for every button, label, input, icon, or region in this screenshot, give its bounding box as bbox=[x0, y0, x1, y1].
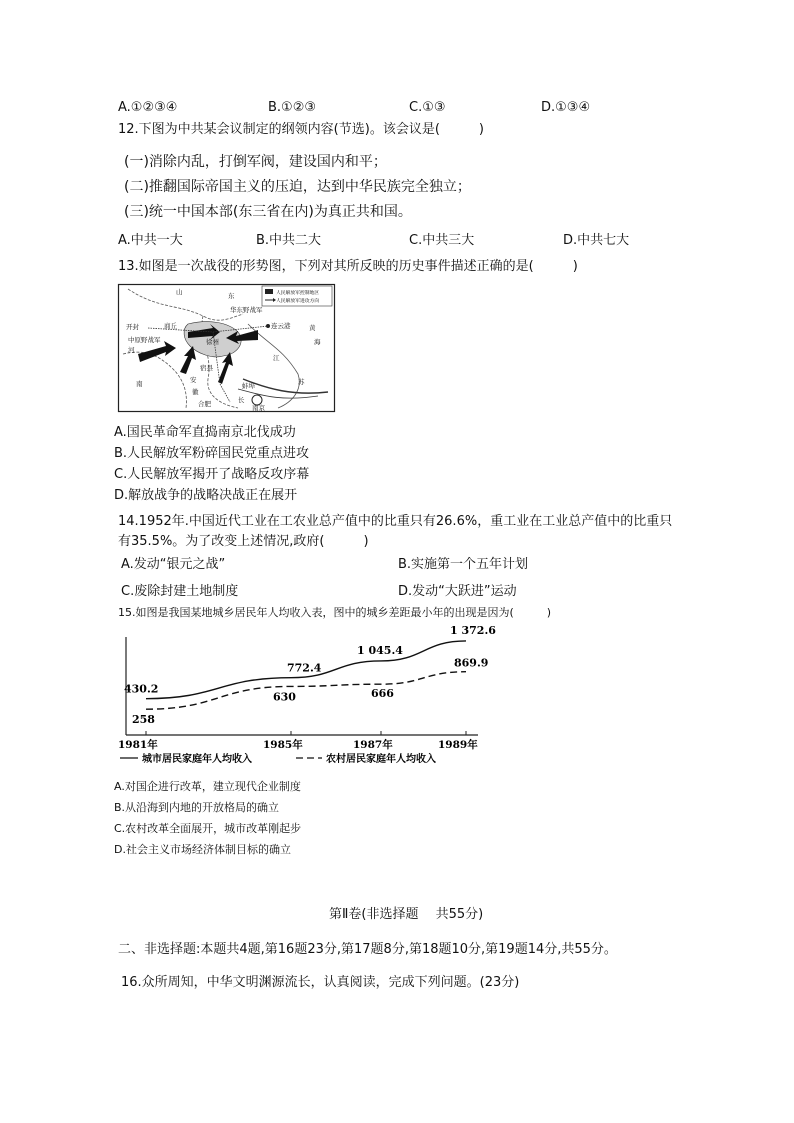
map-label-hai: 海 bbox=[314, 338, 321, 346]
q12-stem: 12.下图为中共某会议制定的纲领内容(节选)。该会议是( ) bbox=[118, 122, 484, 137]
map-label-central-army: 中原野战军 bbox=[128, 336, 161, 344]
map-label-xuzhou: 徐州 bbox=[206, 338, 219, 346]
map-label-shan: 山 bbox=[176, 288, 183, 296]
legend-attack: 人民解放军进攻方向 bbox=[276, 299, 320, 304]
map-label-lianyungang: 连云港 bbox=[271, 322, 291, 330]
legend-controlled-swatch bbox=[265, 289, 273, 294]
map-label-huang: 黄 bbox=[309, 324, 316, 332]
q13-option-c: C.人民解放军揭开了战略反攻序幕 bbox=[114, 467, 310, 482]
legend-urban-label: 城市居民家庭年人均收入 bbox=[142, 754, 252, 765]
x-tick-label-3: 1989年 bbox=[438, 739, 478, 751]
q15-option-b: B.从沿海到内地的开放格局的确立 bbox=[114, 801, 280, 814]
map-label-su: 苏 bbox=[298, 378, 305, 386]
q12-quote-3: (三)统一中国本部(东三省在内)为真正共和国。 bbox=[124, 204, 412, 220]
x-tick-label-0: 1981年 bbox=[118, 739, 158, 751]
map-label-jiang: 江 bbox=[273, 354, 280, 362]
map-label-nan: 南 bbox=[136, 380, 143, 388]
q13-option-a: A.国民革命军直捣南京北伐成功 bbox=[114, 425, 296, 440]
data-label-urban-3: 1 372.6 bbox=[450, 623, 496, 637]
map-label-kaifeng: 开封 bbox=[126, 323, 139, 331]
q13-option-d: D.解放战争的战略决战正在展开 bbox=[114, 488, 298, 503]
map-label-he: 河 bbox=[128, 346, 135, 354]
q12-quote-1: (一)消除内乱，打倒军阀，建设国内和平； bbox=[124, 154, 387, 170]
map-label-suxian: 宿县 bbox=[200, 364, 213, 372]
q14-option-c: C.废除封建土地制度 bbox=[121, 584, 239, 599]
q15-option-d: D.社会主义市场经济体制目标的确立 bbox=[114, 843, 291, 856]
q11-option-a: A.①②③④ bbox=[118, 100, 178, 115]
q13-stem: 13.如图是一次战役的形势图，下列对其所反映的历史事件描述正确的是( ) bbox=[118, 259, 578, 274]
q13-option-b: B.人民解放军粉碎国民党重点进攻 bbox=[114, 446, 310, 461]
map-label-dong: 东 bbox=[228, 292, 235, 300]
q12-option-a: A.中共一大 bbox=[118, 233, 183, 248]
map-label-an: 安 bbox=[190, 376, 197, 384]
q12-quote-2: (二)推翻国际帝国主义的压迫，达到中华民族完全独立； bbox=[124, 179, 471, 195]
map-label-hefei: 合肥 bbox=[198, 400, 211, 408]
q12-option-d: D.中共七大 bbox=[563, 233, 630, 248]
x-tick-label-2: 1987年 bbox=[353, 739, 393, 751]
q14-stem-line1: 14.1952年.中国近代工业在工农业总产值中的比重只有26.6%，重工业在工业总产值中的比重只 bbox=[118, 514, 673, 529]
q15-stem: 15.如图是我国某地城乡居民年人均收入表，图中的城乡差距最小年的出现是因为( ) bbox=[118, 606, 552, 619]
q14-option-d: D.发动“大跃进”运动 bbox=[398, 584, 517, 599]
q15-option-a: A.对国企进行改革，建立现代企业制度 bbox=[114, 780, 301, 793]
legend-controlled: 人民解放军控制地区 bbox=[276, 291, 320, 296]
map-label-chang: 长 bbox=[238, 396, 245, 404]
map-label-shangqiu: 商丘 bbox=[164, 322, 177, 330]
q15-option-c: C.农村改革全面展开，城市改革刚起步 bbox=[114, 822, 302, 835]
data-label-rural-0: 258 bbox=[132, 713, 155, 727]
data-label-rural-1: 630 bbox=[273, 690, 296, 704]
map-label-hui: 徽 bbox=[192, 388, 199, 396]
q14-option-b: B.实施第一个五年计划 bbox=[398, 557, 529, 572]
legend-rural-label: 农村居民家庭年人均收入 bbox=[326, 754, 436, 765]
income-line-chart bbox=[116, 623, 496, 767]
q11-option-c: C.①③ bbox=[409, 100, 446, 115]
q12-option-b: B.中共二大 bbox=[256, 233, 322, 248]
data-label-urban-1: 772.4 bbox=[287, 661, 322, 675]
section2-intro: 二、非选择题:本题共4题,第16题23分,第17题8分,第18题10分,第19题14分,共55分。 bbox=[118, 942, 617, 957]
data-label-urban-2: 1 045.4 bbox=[357, 643, 403, 657]
data-label-urban-0: 430.2 bbox=[124, 682, 159, 696]
q12-option-c: C.中共三大 bbox=[409, 233, 475, 248]
section2-title: 第Ⅱ卷(非选择题 共55分) bbox=[329, 907, 484, 922]
q11-option-d: D.①③④ bbox=[541, 100, 591, 115]
map-label-east-army: 华东野战军 bbox=[230, 306, 263, 314]
x-tick-label-1: 1985年 bbox=[263, 739, 303, 751]
q14-option-a: A.发动“银元之战” bbox=[121, 557, 226, 572]
battle-map bbox=[118, 284, 335, 412]
data-label-rural-2: 666 bbox=[371, 687, 394, 701]
map-label-nanjing: 南京 bbox=[252, 404, 265, 412]
data-label-rural-3: 869.9 bbox=[454, 656, 489, 670]
q14-stem-line2: 有35.5%。为了改变上述情况,政府( ) bbox=[118, 534, 369, 549]
q16-stem: 16.众所周知，中华文明渊源流长，认真阅读，完成下列问题。(23分) bbox=[121, 975, 520, 990]
q11-option-b: B.①②③ bbox=[268, 100, 317, 115]
map-label-bengbu: 蚌埠 bbox=[242, 382, 255, 390]
